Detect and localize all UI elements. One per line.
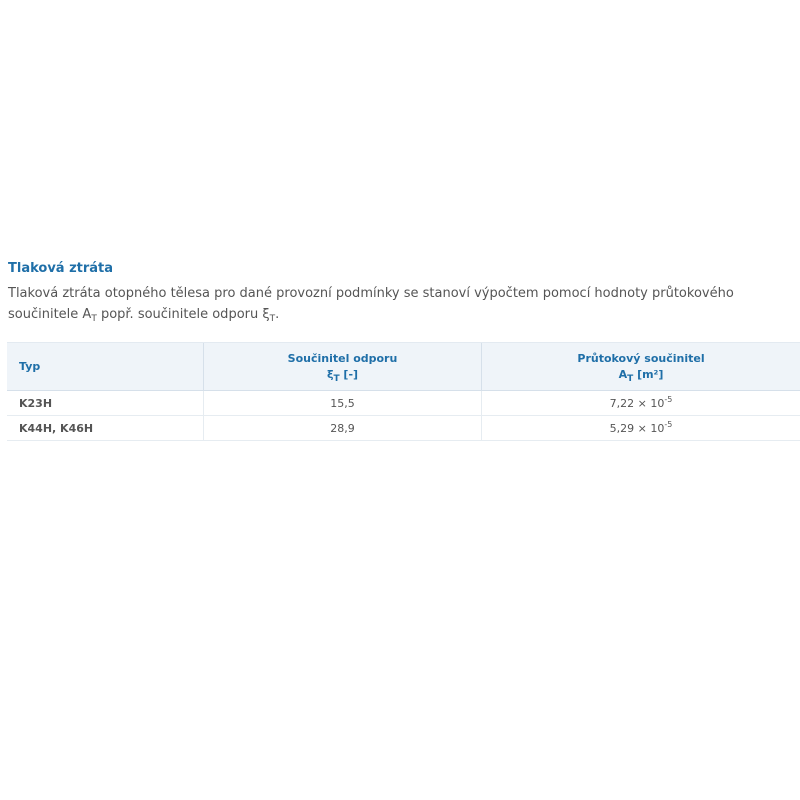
cell-resistance: 15,5 xyxy=(204,391,482,416)
flow-exponent: -5 xyxy=(664,394,673,404)
section-title: Tlaková ztráta xyxy=(8,261,114,276)
header-resistance xyxy=(204,343,482,391)
pressure-loss-table xyxy=(7,342,800,441)
cell-type: K44H, K46H xyxy=(7,416,204,441)
symbol: A xyxy=(618,367,628,381)
description-text: popř. součinitele odporu ξ xyxy=(96,307,270,322)
table-row xyxy=(7,391,800,416)
flow-value: 7,22 × 10 xyxy=(609,396,665,410)
pressure-loss-panel xyxy=(0,256,800,454)
header-resistance-label: Součinitel odporu xyxy=(287,351,398,365)
description-text: . xyxy=(275,307,280,322)
cell-flow xyxy=(482,391,800,416)
cell-flow xyxy=(482,416,800,441)
description-text: součinitele A xyxy=(8,307,92,322)
subscript: T xyxy=(333,373,340,384)
cell-resistance: 28,9 xyxy=(204,416,482,441)
table-header-row xyxy=(7,343,800,391)
unit: [-] xyxy=(339,367,359,381)
symbol: ξ xyxy=(326,367,334,381)
cell-type: K23H xyxy=(7,391,204,416)
header-resistance-unit xyxy=(204,367,481,383)
header-flow xyxy=(482,343,800,391)
header-flow-unit xyxy=(482,367,800,383)
table-row xyxy=(7,416,800,441)
subscript: T xyxy=(269,314,276,324)
unit: [m²] xyxy=(633,367,664,381)
header-flow-label: Průtokový součinitel xyxy=(577,351,705,365)
subscript: T xyxy=(627,373,634,384)
flow-exponent: -5 xyxy=(664,419,673,429)
section-description xyxy=(8,283,798,325)
subscript: T xyxy=(91,314,97,324)
description-line-2 xyxy=(8,304,798,325)
description-line-1: Tlaková ztráta otopného tělesa pro dané provozní podmínky se stanoví výpočtem pomocí hodnoty průtokového xyxy=(8,286,734,301)
header-type: Typ xyxy=(7,343,204,391)
flow-value: 5,29 × 10 xyxy=(609,421,665,435)
